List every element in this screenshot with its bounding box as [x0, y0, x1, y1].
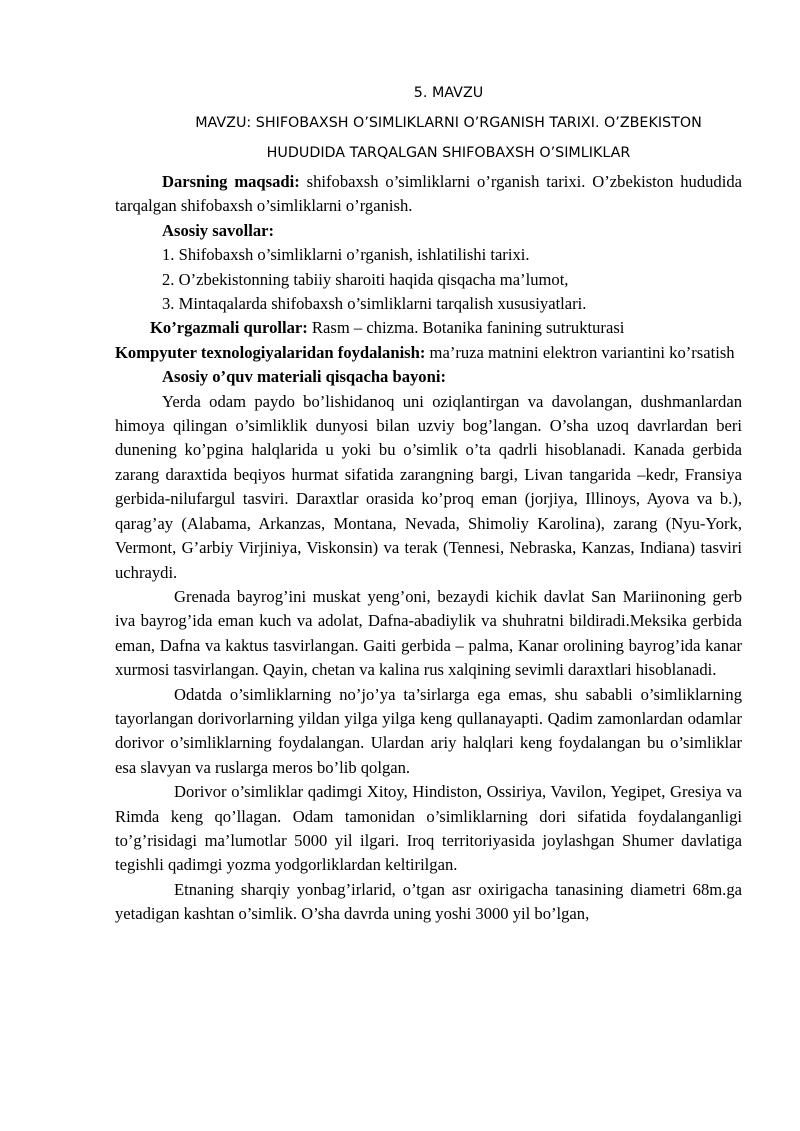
document-body: [115, 78, 742, 927]
body-paragraph-4: Dorivor o’simliklar qadimgi Xitoy, Hindiston, Ossiriya, Vavilon, Yegipet, Gresiya va Rimda keng qo’llagan. Odam tamonidan o’simliklarning dori sifatida foydalanganligi to’g’risidagi ma’lumotlar 5000 yil ilgari. Iroq territoriyasida joylashgan Shumer davlatiga tegishli qadimgi yozma yodgorliklardan keltirilgan.: [115, 782, 742, 875]
body-paragraph-5: Etnaning sharqiy yonbag’irlarid, o’tgan asr oxirigacha tanasining diametri 68m.ga yetadigan kashtan o’simlik. O’sha davrda uning yoshi 3000 yil bo’lgan,: [115, 879, 742, 924]
visual-aids-text: Rasm – chizma. Botanika fanining sutrukturasi: [307, 318, 625, 338]
body-paragraph-2: Grenada bayrog’ini muskat yeng’oni, bezaydi kichik davlat San Mariinoning gerb iva bayrog’ida eman kuch va adolat, Dafna-abadiylik va shuhratni bildiradi.Meksika gerbida eman, Dafna va kaktus tasvirlangan. Gaiti gerbida – palma, Kanar orolining bayrog’ida kanar xurmosi tasvirlangan. Qayin, chetan va kalina rus xalqining sevimli daraxtlari hisoblanadi.: [115, 586, 742, 680]
computer-label: Kompyuter texnologiyalaridan foydalanish:: [115, 342, 426, 362]
title-line-1: MAVZU: SHIFOBAXSH O’SIMLIKLARNI O’RGANISH TARIXI. O’ZBEKISTON: [195, 115, 702, 131]
objective-label: Darsning maqsadi:: [162, 172, 300, 191]
question-item-3: 3. Mintaqalarda shifobaxsh o’simliklarni tarqalish xususiyatlari.: [162, 294, 587, 314]
body-paragraph-3: Odatda o’simliklarning no’jo’ya ta’sirlarga ega emas, shu sababli o’simliklarning tayorlangan dorivorlarning yildan yilga yilga keng qullanayapti. Qadim zamonlardan odamlar dorivor o’simliklarning foydalangan. Ulardan ariy halqlari keng foydalangan bu o’simliklar esa slavyan va ruslarga meros bo’lib qolgan.: [115, 684, 742, 777]
topic-number: 5. MAVZU: [413, 85, 484, 101]
computer-text: ma’ruza matnini elektron variantini ko’rsatish: [425, 342, 735, 362]
objective-paragraph: [115, 170, 742, 219]
computer-line: [115, 341, 742, 365]
question-item-1: 1. Shifobaxsh o’simliklarni o’rganish, ishlatilishi tarixi.: [162, 245, 530, 265]
objective-text: shifobaxsh o’simliklarni o’rganish tarixi. O’zbekiston hududida tarqalgan shifobaxsh o’simliklarni o’rganish.: [115, 172, 742, 216]
title-block: [115, 78, 742, 168]
questions-label: Asosiy savollar:: [162, 220, 275, 240]
question-item-2: 2. O’zbekistonning tabiiy sharoiti haqida qisqacha ma’lumot,: [162, 269, 569, 289]
visual-aids-label: Ko’rgazmali qurollar:: [150, 318, 308, 338]
visual-aids-line: [115, 316, 742, 340]
summary-label: Asosiy o’quv materiali qisqacha bayoni:: [162, 367, 446, 387]
body-paragraph-1: Yerda odam paydo bo’lishidanoq uni oziqlantirgan va davolangan, dushmanlardan himoya qilingan o’simliklik dunyosi bilan uzviy bog’langan. O’sha uzoq davrlardan beri dunening ko’pgina halqlarida u yoki bu o’simlik o’ta qadrli hisoblanadi. Kanada gerbida zarang daraxtida beqiyos hurmat sifatida zarangning bargi, Livan tangarida –kedr, Fransiya gerbida-nilufargul tasviri. Daraxtlar orasida ko’proq eman (jorjiya, Illinoys, Ayova va b.), qarag’ay (Alabama, Arkanzas, Montana, Nevada, Shimoliy Karolina), zarang (Nyu-York, Vermont, G’arbiy Virjiniya, Viskonsin) va terak (Tennesi, Nebraska, Kanzas, Indiana) tasviri uchraydi.: [115, 391, 742, 582]
title-line-2: HUDUDIDA TARQALGAN SHIFOBAXSH O’SIMLIKLAR: [266, 145, 631, 161]
